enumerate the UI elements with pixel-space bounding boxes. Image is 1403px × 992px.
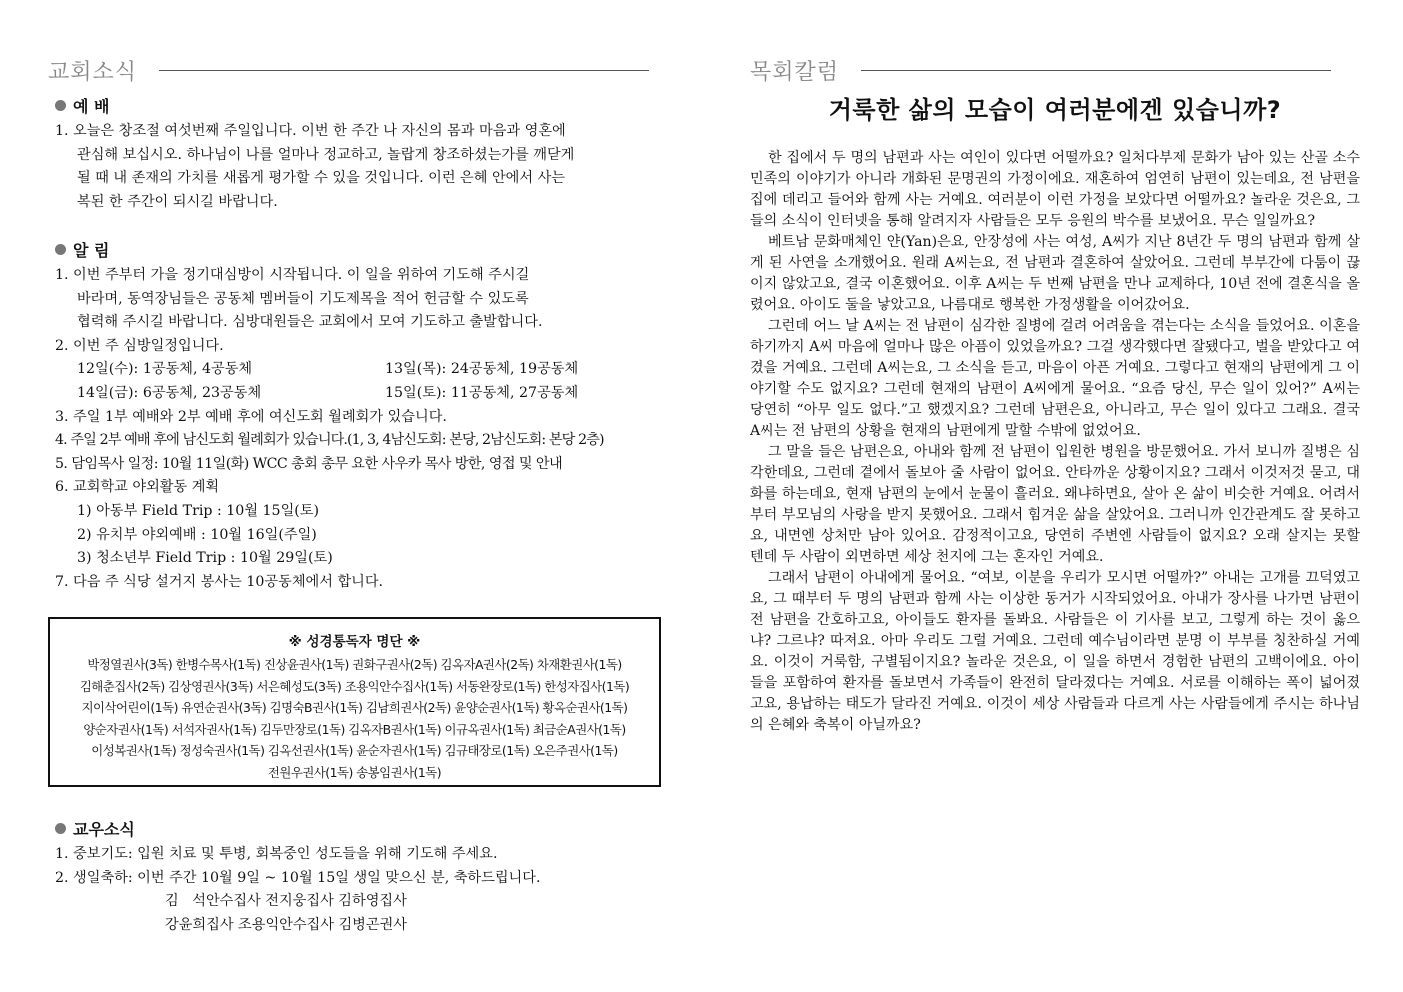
notice-line: 3. 주일 1부 예배와 2부 예배 후에 여신도회 월례회가 있습니다. (55, 408, 447, 425)
worship-line: 관심해 보십시오. 하나님이 나를 얼마나 정교하고, 놀랍게 창조하셨는가를 깨닫게 (77, 146, 575, 163)
bullet-icon (55, 100, 66, 111)
bullet-icon (55, 823, 66, 834)
worship-line: 1. 오늘은 창조절 여섯번째 주일입니다. 이번 한 주간 나 자신의 몸과 마음과 영혼에 (55, 123, 566, 139)
members-block (55, 817, 665, 937)
readers-title: ※ 성경통독자 명단 ※ (288, 634, 421, 650)
church-news-header (48, 55, 649, 86)
members-line: 1. 중보기도: 입원 치료 및 투병, 회복중인 성도들을 위해 기도해 주세요. (55, 846, 498, 862)
members-line: 2. 생일축하: 이번 주간 10월 9일 ~ 10월 15일 생일 맞으신 분, 축하드립니다. (55, 869, 541, 886)
birthday-names: 김 석안수집사 전지웅집사 김하영집사 (165, 893, 407, 910)
notice-line: 1. 이번 주부터 가을 정기대심방이 시작됩니다. 이 일을 위하여 기도해 주시길 (55, 267, 530, 283)
members-heading: 교우소식 (55, 817, 665, 840)
notice-line: 바라며, 동역장님들은 공동체 멤버들이 기도제목을 적어 헌금할 수 있도록 (77, 290, 529, 307)
worship-line: 복된 한 주간이 되시길 바랍니다. (77, 193, 278, 210)
worship-line: 될 때 내 존재의 가치를 새롭게 평가할 수 있을 것입니다. 이런 은혜 안에서 사는 (77, 170, 565, 187)
birthday-names: 강윤희집사 조용익안수집사 김병곤권사 (165, 916, 408, 933)
readers-line: 지이삭어린이(1독) 유연순권사(3독) 김명숙B권사(1독) 김남희권사(2독) 윤양순권사(1독) 황옥순권사(1독) (81, 700, 628, 716)
column-paragraph: 그 말을 들은 남편은요, 아내와 함께 전 남편이 입원한 병원을 방문했어요. 가서 보니까 질병은 심각한데요, 그런데 곁에서 돌보아 줄 사람이 없어요. 안타까운 상황이지요? 그래서 이것저것 묻고, 대화를 하는데요, 현재 남편의 눈에서 눈물이 흘러요. 왜냐하면요, 살아 온 삶이 비슷한 거예요. 어려서부터 부모님의 사랑을 받지 못했어요. 그래서 힘겨운 삶을 살았어요. 그러니까 인간관계도 잘 못하고요, 내면엔 상처만 남아 있어요. 감정적이고요, 당연히 주변엔 사람들이 없지요? 오래 살지는 못할 텐데 두 사람이 외면하면 세상 천지에 그는 혼자인 거예요. (750, 444, 1360, 565)
notice-line: 6. 교회학교 야외활동 계획 (55, 479, 220, 496)
notice-line: 5. 담임목사 일정: 10월 11일(화) WCC 총회 총무 요한 사우카 목사 방한, 영접 및 안내 (55, 455, 563, 472)
readers-line: 양순자권사(1독) 서석자권사(1독) 김두만장로(1독) 김옥자B권사(1독) 이규옥권사(1독) 최금순A권사(1독) (83, 721, 626, 737)
column-paragraph: 그런데 어느 날 A씨는 전 남편이 심각한 질병에 걸려 어려움을 겪는다는 소식을 들었어요. 이혼을 하기까지 A씨 마음에 얼마나 많은 아픔이 있었을까요? 그걸 생각했다면 잘됐다고, 벌을 받았다고 여겼을 거예요. 그런데 A씨는요, 그 소식을 듣고, 마음이 아픈 거예요. 그렇다고 현재의 남편에게 그 이야기할 수도 없지요? 그런데 현재의 남편이 A씨에게 물어요. “요즘 당신, 무슨 일이 있어?” A씨는 당연히 “아무 일도 없다.”고 했겠지요? 그런데 남편은요, 아니라고, 무슨 일이 있다고 그래요. 결국 A씨는 전 남편의 상황을 현재의 남편에게 말할 수밖에 없었어요. (750, 318, 1360, 439)
header-rule (159, 70, 649, 71)
worship-block (55, 94, 665, 214)
readers-line: 박정열권사(3독) 한병수목사(1독) 진상윤권사(1독) 권화구권사(2독) 김옥자A권사(2독) 차재환권사(1독) (87, 657, 622, 672)
readers-line: 전원우권사(1독) 송봉임권사(1독) (267, 764, 442, 780)
notice-line: 협력해 주시길 바랍니다. 심방대원들은 교회에서 모여 기도하고 출발합니다. (77, 314, 543, 331)
section-title: 교회소식 (48, 60, 138, 85)
notice-heading: 알 림 (55, 238, 665, 261)
trip-line: 1) 아동부 Field Trip : 10월 15일(토) (77, 502, 320, 519)
header-rule (861, 70, 1331, 71)
bullet-icon (55, 244, 66, 255)
pastor-column-header (750, 55, 1331, 86)
column-paragraph: 한 집에서 두 명의 남편과 사는 여인이 있다면 어떨까요? 일처다부제 문화가 남아 있는 산골 소수민족의 이야기가 아니라 개화된 문명권의 가정이에요. 재혼하여 엄연히 남편이 있는데요, 전 남편을 집에 데리고 들어와 함께 사는 거예요. 여러분이 이런 가정을 보았다면 어떨까요? 놀라운 것은요, 그들의 소식이 인터넷을 통해 알려지자 사람들은 모두 응원의 박수를 보냈어요. 무슨 일일까요? (750, 150, 1360, 229)
column-body (750, 148, 1360, 736)
trip-line: 3) 청소년부 Field Trip : 10월 29일(토) (77, 550, 333, 567)
worship-heading: 예 배 (55, 94, 665, 117)
schedule-row: 12일(수): 1공동체, 4공동체 13일(목): 24공동체, 19공동체 (77, 361, 579, 378)
readers-line: 이성복권사(1독) 정성숙권사(1독) 김옥선권사(1독) 윤순자권사(1독) 김규태장로(1독) 오은주권사(1독) (91, 743, 618, 759)
column-paragraph: 그래서 남편이 아내에게 물어요. “여보, 이분을 우리가 모시면 어떨까?” 아내는 고개를 끄덕였고요, 그 때부터 두 명의 남편과 함께 사는 이상한 동거가 시작되었어요. 아내가 장사를 나가면 남편이 전 남편을 간호하고요, 아이들도 환자를 돌봐요. 사람들은 이 기사를 보고, 그렇게 하는 것이 옳으냐? 그르냐? 따져요. 아마 우리도 그럴 거예요. 그런데 예수님이라면 분명 이 부부를 칭찬하실 거예요. 이것이 거룩함, 구별됨이지요? 놀라운 것은요, 이 일을 하면서 경험한 남편의 고백이에요. 아이들을 포함하여 환자를 돌보면서 가족들이 완전히 달라졌다는 거예요. 서로를 이해하는 폭이 넓어졌고요, 용납하는 태도가 달라진 거예요. 이것이 세상 사람들과 다르게 사는 사람들에게 주시는 하나님의 은혜와 축복이 아닐까요? (750, 570, 1360, 733)
bible-readers-box (48, 617, 661, 787)
section-title: 목회칼럼 (750, 60, 840, 85)
notice-line: 2. 이번 주 심방일정입니다. (55, 337, 224, 354)
notice-block (55, 238, 665, 594)
notice-line: 7. 다음 주 식당 설거지 봉사는 10공동체에서 합니다. (55, 573, 384, 590)
column-paragraph: 베트남 문화매체인 얀(Yan)은요, 안장성에 사는 여성, A씨가 지난 8년간 두 명의 남편과 함께 살게 된 사연을 소개했어요. 원래 A씨는요, 전 남편과 결혼하여 살았어요. 그런데 부부간에 다툼이 끊이지 않았고요, 결국 이혼했어요. 이후 A씨는 두 번째 남편을 만나 교제하다, 10년 전에 결혼식을 올렸어요. 아이도 둘을 낳았고요, 나름대로 행복한 가정생활을 이어갔어요. (750, 234, 1360, 313)
readers-line: 김해춘집사(2독) 김상영권사(3독) 서은혜성도(3독) 조용익안수집사(1독) 서동완장로(1독) 한성자집사(1독) (79, 678, 630, 694)
trip-line: 2) 유치부 야외예배 : 10월 16일(주일) (77, 526, 317, 543)
schedule-row: 14일(금): 6공동체, 23공동체 15일(토): 11공동체, 27공동체 (77, 384, 579, 401)
column-headline: 거룩한 삶의 모습이 여러분에겐 있습니까? (828, 96, 1282, 124)
notice-line: 4. 주일 2부 예배 후에 남신도회 월례회가 있습니다.(1, 3, 4남신도회: 본당, 2남신도회: 본당 2층) (55, 432, 604, 449)
